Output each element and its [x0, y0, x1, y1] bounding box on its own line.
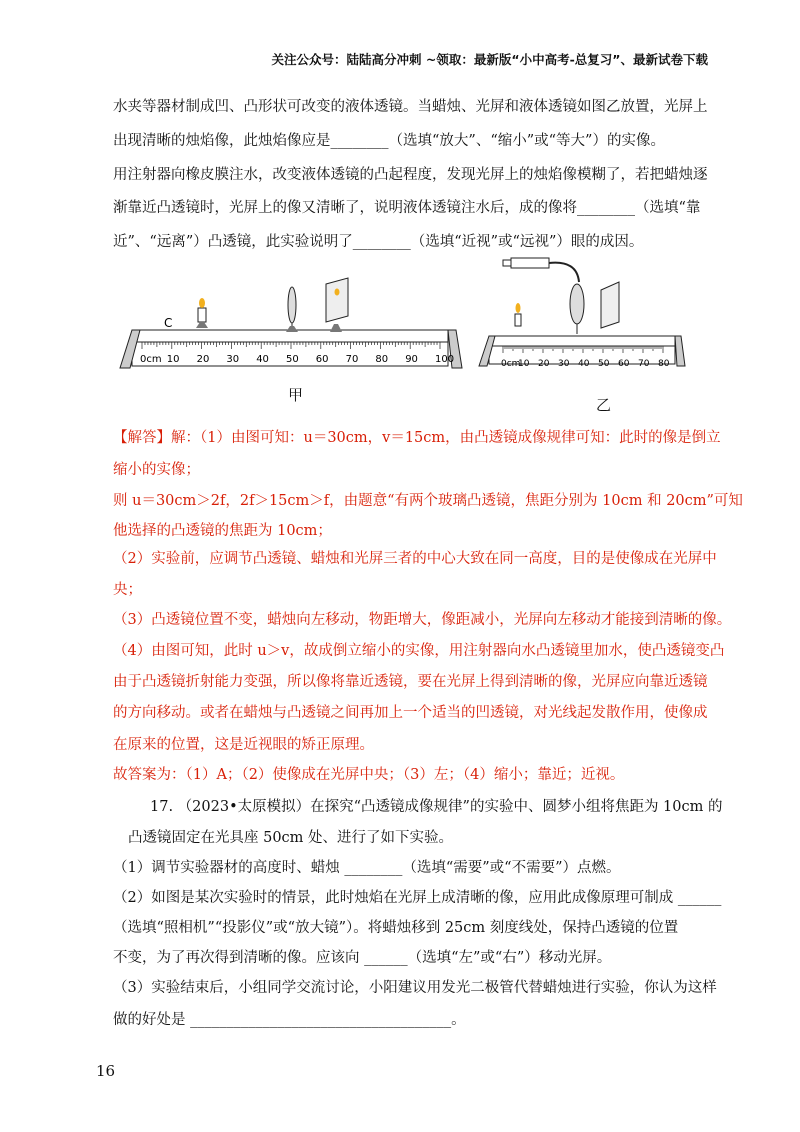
- page-header: 关注公众号：陆陆高分冲刺 ~领取：最新版“小中高考-总复习”、最新试卷下载: [271, 52, 708, 67]
- ruler-tick-label: 50: [286, 354, 299, 365]
- question-line: 做的好处是 ____________________________________。: [113, 1012, 466, 1028]
- ruler-tick-label: 80: [658, 359, 670, 369]
- ruler-tick-label: 30: [226, 354, 240, 365]
- question-line: （3）实验结束后，小组同学交流讨论，小阳建议用发光二极管代替蜡烛进行实验，你认为这样: [113, 980, 717, 996]
- ruler-tick-label: 30: [558, 359, 570, 369]
- question-line: （选填“照相机”“投影仪”或“放大镜”）。将蜡烛移到 25cm 刻度线处，保持凸透镜的位置: [113, 920, 679, 936]
- ruler-tick-label: 50: [598, 359, 610, 369]
- ruler-tick-label: 80: [375, 354, 389, 365]
- text-line: 水夹等器材制成凹、凸形状可改变的液体透镜。当蜡烛、光屏和液体透镜如图乙放置，光屏上: [113, 99, 708, 115]
- ruler-tick-label: 20: [538, 359, 550, 369]
- ruler-tick-label: 20: [196, 354, 210, 365]
- answer-line: 缩小的实像；: [113, 462, 200, 478]
- answer-line: 他选择的凸透镜的焦距为 10cm；: [113, 523, 332, 539]
- answer-line: （3）凸透镜位置不变，蜡烛向左移动，物距增大，像距减小，光屏向左移动才能接到清晰的像。: [113, 612, 732, 628]
- ruler-tick-label: 40: [256, 354, 269, 365]
- question-line: 凸透镜固定在光具座 50cm 处、进行了如下实验。: [128, 830, 454, 846]
- text-line: 渐靠近凸透镜时，光屏上的像又清晰了，说明液体透镜注水后，成的像将________（选填“靠: [113, 200, 701, 216]
- question-line: （2）如图是某次实验时的情景，此时烛焰在光屏上成清晰的像，应用此成像原理可制成 ______: [113, 890, 722, 906]
- question-title: 17. （2023•太原模拟）在探究“凸透镜成像规律”的实验中、圆梦小组将焦距为 10cm 的: [150, 799, 723, 815]
- optical-bench-figure-yi: [477, 252, 687, 378]
- ruler-tick-label: 70: [638, 359, 650, 369]
- ruler-tick-label: 10: [518, 359, 530, 369]
- answer-line: （2）实验前，应调节凸透镜、蜡烛和光屏三者的中心大致在同一高度，目的是使像成在光屏中: [113, 551, 717, 567]
- pointer-letter: C: [164, 316, 173, 330]
- answer-line: 的方向移动。或者在蜡烛与凸透镜之间再加上一个适当的凹透镜，对光线起发散作用，使像成: [113, 705, 708, 721]
- ruler-tick-label: 10: [166, 354, 180, 365]
- ruler-tick-label: 90: [405, 354, 418, 365]
- text-line: 近”、“远离”）凸透镜，此实验说明了________（选填“近视”或“远视”）眼的成因。: [113, 234, 644, 250]
- text-line: 用注射器向橡皮膜注水，改变液体透镜的凸起程度，发现光屏上的烛焰像模糊了，若把蜡烛逐: [113, 167, 708, 183]
- figure-caption-jia: 甲: [288, 386, 304, 404]
- page-number: 16: [96, 1062, 116, 1080]
- ruler-tick-label: 40: [578, 359, 590, 369]
- answer-line: 央；: [113, 582, 142, 598]
- text-line: 出现清晰的烛焰像，此烛焰像应是________（选填“放大”、“缩小”或“等大”）的实像。: [113, 133, 665, 149]
- ruler-tick-label: 100: [435, 354, 455, 365]
- answer-line: 故答案为：（1）A；（2）使像成在光屏中央；（3）左；（4）缩小；靠近；近视。: [113, 767, 625, 783]
- ruler-tick-label: 60: [618, 359, 630, 369]
- ruler-unit-label: 0cm: [140, 354, 162, 365]
- ruler-tick-label: 60: [315, 354, 329, 365]
- question-line: 不变，为了再次得到清晰的像。应该向 ______（选填“左”或“右”）移动光屏。: [113, 950, 612, 966]
- answer-line: 则 u＝30cm＞2f，2f＞15cm＞f，由题意“有两个玻璃凸透镜，焦距分别为 10cm 和 20cm”可知: [113, 493, 743, 509]
- question-line: （1）调节实验器材的高度时、蜡烛 ________（选填“需要”或“不需要”）点燃。: [113, 860, 621, 876]
- answer-line: （4）由图可知，此时 u＞v，故成倒立缩小的实像，用注射器向水凸透镜里加水，使凸透镜变凸: [113, 643, 725, 659]
- answer-line: 在原来的位置，这是近视眼的矫正原理。: [113, 737, 374, 753]
- optical-bench-figure-jia: [118, 270, 463, 378]
- answer-line: 由于凸透镜折射能力变强，所以像将靠近透镜，要在光屏上得到清晰的像，光屏应向靠近透镜: [113, 674, 708, 690]
- answer-line: 【解答】解：（1）由图可知：u＝30cm，v＝15cm，由凸透镜成像规律可知：此时的像是倒立: [113, 430, 721, 446]
- ruler-tick-label: 70: [345, 354, 359, 365]
- figure-caption-yi: 乙: [596, 396, 612, 414]
- ruler-unit-label: 0cm: [501, 359, 521, 369]
